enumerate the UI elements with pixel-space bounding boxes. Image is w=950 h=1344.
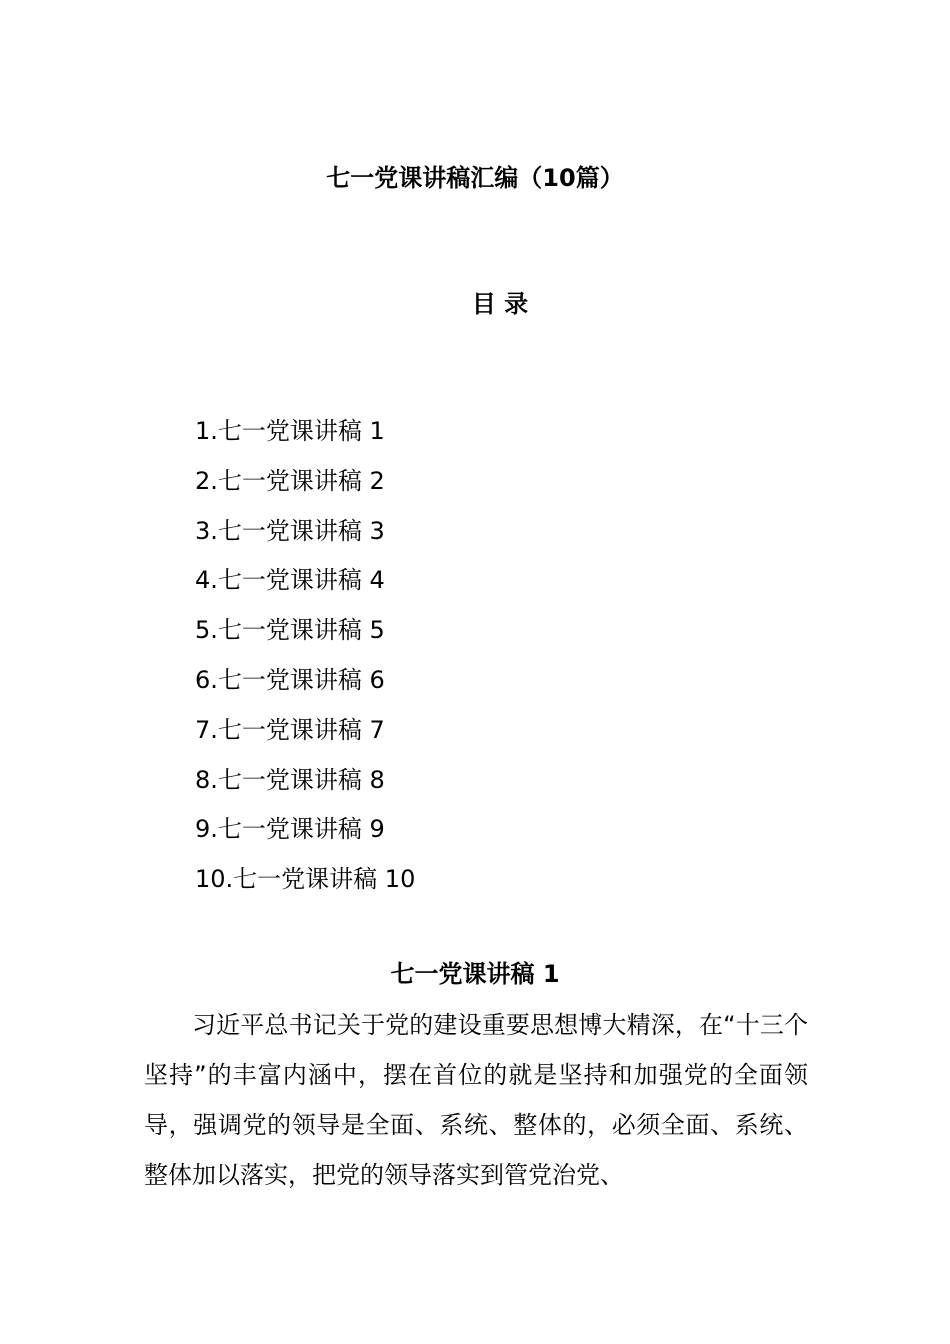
- toc-item-4[interactable]: 4.七一党课讲稿 4: [195, 566, 385, 595]
- toc-list: [195, 407, 415, 905]
- toc-item-1[interactable]: 1.七一党课讲稿 1: [195, 417, 385, 445]
- toc-item-2[interactable]: 2.七一党课讲稿 2: [195, 466, 385, 495]
- toc-item-10[interactable]: 10.七一党课讲稿 10: [195, 865, 416, 894]
- toc-item-9[interactable]: 9.七一党课讲稿 9: [195, 815, 385, 844]
- toc-heading: 目 录: [471, 290, 529, 318]
- toc-item-7[interactable]: 7.七一党课讲稿 7: [195, 715, 385, 744]
- toc-item-8[interactable]: 8.七一党课讲稿 8: [195, 765, 385, 794]
- toc-item-5[interactable]: 5.七一党课讲稿 5: [195, 616, 385, 645]
- toc-item-6[interactable]: 6.七一党课讲稿 6: [195, 665, 385, 694]
- toc-item-3[interactable]: 3.七一党课讲稿 3: [195, 516, 385, 545]
- document-title: 七一党课讲稿汇编（10篇）: [326, 164, 624, 192]
- section-title: 七一党课讲稿 1: [390, 960, 560, 988]
- body-paragraph: 习近平总书记关于党的建设重要思想博大精深，在“十三个坚持”的丰富内涵中，摆在首位的就是坚持和加强党的全面领导，强调党的领导是全面、系统、整体的，必须全面、系统、整体加以落实，把党的领导落实到管党治党、: [144, 1011, 808, 1189]
